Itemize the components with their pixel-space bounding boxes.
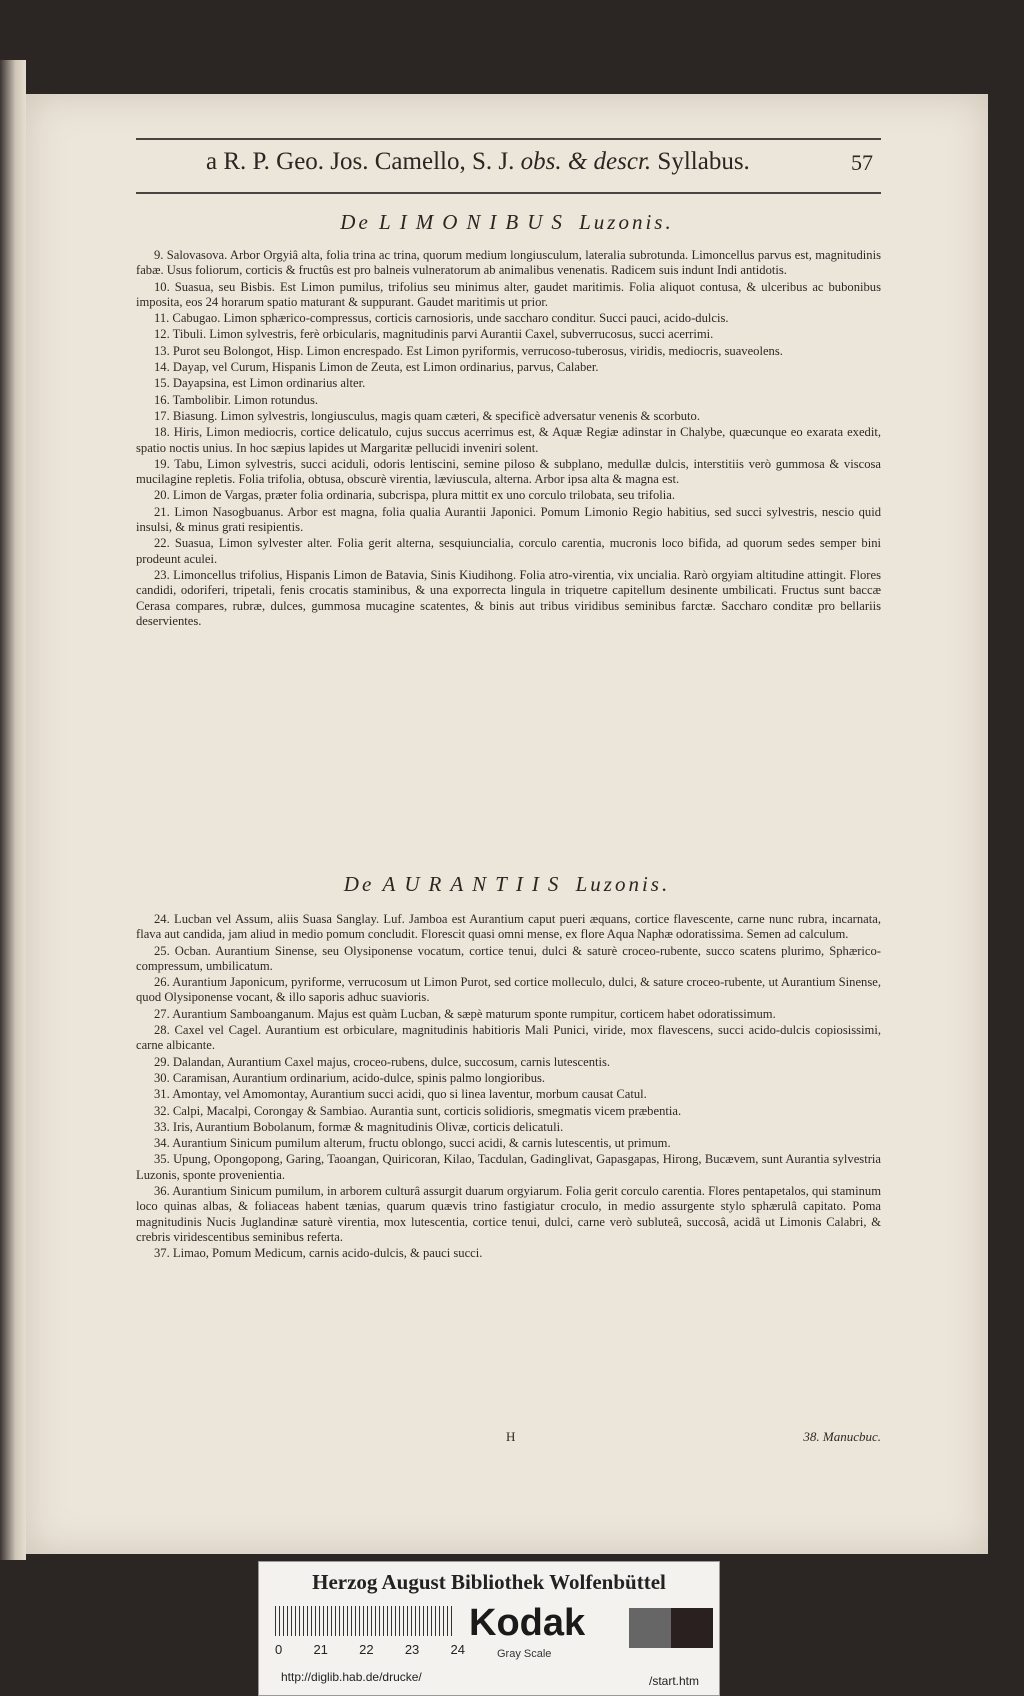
entry: 27. Aurantium Samboanganum. Majus est quàm Lucban, & sæpè maturum sponte rumpitur, corticem habet odoratissimum. (154, 1006, 776, 1021)
entry: 37. Limao, Pomum Medicum, carnis acido-dulcis, & pauci succi. (154, 1246, 483, 1261)
section-title-prefix: De (340, 210, 371, 234)
entry: 9. Salovasova. Arbor Orgyiâ alta, folia trina ac trina, quorum medium longiusculum, lateralia subrotunda. Limoncellus parvus est, magnitudinis fabæ. Usus foliorum, corticis & fructûs est pro balneis vulneratorum ab animalibus venenatis. Radicem suis indunt Indi antidotis. (136, 248, 881, 278)
entry: 15. Dayapsina, est Limon ordinarius alter. (154, 376, 366, 391)
entry: 16. Tambolibir. Limon rotundus. (154, 392, 319, 407)
entry: 24. Lucban vel Assum, aliis Suasa Sanglay. Luf. Jamboa est Aurantium caput pueri æquans, cortice flavescente, carne nunc rubra, incarnata, flava aut candida, jam aliud in medio pomum concludit. Florescit quasi omni mense, ex flore Aqua Naphæ odoratissima. Semen ad calculum. (136, 912, 881, 942)
scan-edge (0, 60, 26, 1560)
section-title-caps: LIMONIBUS (379, 210, 571, 234)
ruler-number: 24 (450, 1642, 465, 1657)
start-page-url: /start.htm (648, 1674, 699, 1688)
entry: 26. Aurantium Japonicum, pyriforme, verrucosum ut Limon Purot, sed cortice molleculo, dulci, & sature croceo-rubente, ut Aurantium Sinense, quod Olysiponense vocant, & illo saporis adhuc suavioris. (136, 975, 881, 1005)
entry: 36. Aurantium Sinicum pumilum, in arborem culturâ assurgit duarum orgyiarum. Folia gerit corculo carentia. Flores pentapetalos, qui staminum loco quinas albas, & foliaceas habent tænias, quarum quævis trino fastigiatur croculo, in medio assurgente stylo sphærulâ capitato. Poma magnitudinis Nucis Juglandinæ saturè virentia, mox lutescentia, cortice tenui, dulci, carne verò subluteâ, succosâ, acidâ ut Limonis Calabri, & crebris viridescentibus seminibus referta. (136, 1184, 881, 1244)
section-limonibus-body (136, 248, 881, 630)
entry: 35. Upung, Opongopong, Garing, Taoangan, Quiricoran, Kilao, Tacdulan, Gadinglivat, Gapasgapas, Hirong, Bucævem, sunt Aurantia sylvestria Luzonis, sponte provenientia. (136, 1152, 881, 1182)
signature-mark: H (506, 1429, 516, 1444)
entry: 23. Limoncellus trifolius, Hispanis Limon de Batavia, Sinis Kiudihong. Folia atro-virentia, vix uncialia. Rarò orgyiam altitudine attingit. Flores candidi, odoriferi, tripetali, fenis crocatis staminibus, & una exporrecta lingula in triquetre capitellum desinente umbilicati. Fructus sunt baccæ Cerasa compares, rubræ, dulces, gummosa mucagine scatentes, & binis aut tribus viridibus seminibus farctæ. Saccharo conditæ pro bellariis deservientes. (136, 567, 881, 628)
ruler-number: 0 (275, 1642, 283, 1657)
entry: 30. Caramisan, Aurantium ordinarium, acido-dulce, spinis palmo longioribus. (154, 1070, 546, 1085)
library-name: Herzog August Bibliothek Wolfenbüttel (312, 1570, 666, 1594)
entry: 11. Cabugao. Limon sphærico-compressus, corticis carnosioris, unde saccharo conditur. Succi pauci, acido-dulcis. (154, 311, 729, 326)
entry: 12. Tibuli. Limon sylvestris, ferè orbicularis, magnitudinis parvi Aurantii Caxel, subverrucosus, succi acerrimi. (154, 327, 714, 342)
entry: 28. Caxel vel Cagel. Aurantium est orbiculare, magnitudinis habitioris Mali Punici, viride, mox flavescens, succi acido-dulcis copiosissimi, carne albicante. (136, 1023, 881, 1053)
entry: 21. Limon Nasogbuanus. Arbor est magna, folia qualia Aurantii Japonici. Pomum Limonio Regio habitius, sed succi sylvestris, nescio quid insulsi, & minus grati resipientis. (136, 504, 881, 535)
section-title-suffix: Luzonis. (575, 872, 671, 896)
running-head (206, 148, 750, 176)
dark-swatch (671, 1608, 713, 1648)
gray-scale-label: Gray Scale (497, 1648, 552, 1660)
ruler-number: 22 (359, 1642, 374, 1657)
catchword: 38. Manucbuc. (803, 1429, 881, 1444)
page-number: 57 (851, 150, 873, 175)
entry: 33. Iris, Aurantium Bobolanum, formæ & magnitudinis Olivæ, corticis delicatuli. (154, 1119, 564, 1134)
entry: 19. Tabu, Limon sylvestris, succi aciduli, odoris lentiscini, semine piloso & subplano, medullæ dulcis, interstitiis verò gummosa & viscosa mucilagine repletis. Folia trifolia, obtusa, obscurè virentia, læviuscula, alterna. Arbor ipsa alta & magna est. (136, 456, 881, 487)
section-title-caps: AURANTIIS (382, 872, 568, 896)
section-title-prefix: De (343, 872, 375, 896)
entry: 31. Amontay, vel Amomontay, Aurantium succi acidi, quo si linea laventur, morbum causat Catul. (154, 1087, 647, 1102)
source-url: http://diglib.hab.de/drucke/ (281, 1670, 422, 1684)
running-head-italic: obs. & descr. (520, 148, 652, 175)
section-title-aurantiis (26, 872, 988, 897)
entry: 29. Dalandan, Aurantium Caxel majus, croceo-rubens, dulce, succosum, carnis lutescentis. (154, 1054, 611, 1069)
running-head-suffix: Syllabus. (657, 148, 750, 175)
entry: 32. Calpi, Macalpi, Corongay & Sambiao. Aurantia sunt, corticis solidioris, smegmatis vicem præbentia. (154, 1103, 682, 1118)
running-head-prefix: a R. P. Geo. Jos. Camello, S. J. (206, 148, 515, 175)
page-header (136, 138, 881, 194)
section-title-limonibus (26, 210, 988, 235)
entry: 25. Ocban. Aurantium Sinense, seu Olysiponense vocatum, cortice tenui, dulci & saturè croceo-rubente, succo scatens plurimo, Sphærico-compressum, umbilicatum. (136, 943, 881, 973)
entry: 17. Biasung. Limon sylvestris, longiusculus, magis quam cæteri, & specificè adversatur venenis & scorbuto. (154, 408, 700, 423)
ruler-number: 23 (404, 1642, 420, 1657)
entry: 14. Dayap, vel Curum, Hispanis Limon de Zeuta, est Limon ordinarius, parvus, Calaber. (154, 360, 599, 375)
kodak-logo: Kodak (469, 1602, 586, 1644)
section-title-suffix: Luzonis. (579, 210, 674, 234)
ruler-numbers (275, 1642, 465, 1657)
section-aurantiis-body (136, 912, 881, 1263)
entry: 10. Suasua, seu Bisbis. Est Limon pumilus, trifolius seu minimus alter, gaudet maritimis. Folia aliquot contusa, & ulceribus ac bubonibus imposita, eos 24 horarum spatio maturant & suppurant. Gaudet maritimis ut prior. (136, 279, 881, 309)
entry: 34. Aurantium Sinicum pumilum alterum, fructu oblongo, succi acidi, & carnis lutescentis, ut primum. (154, 1136, 671, 1151)
gray-swatch (629, 1608, 671, 1648)
entry: 13. Purot seu Bolongot, Hisp. Limon encrespado. Est Limon pyriformis, verrucoso-tuberosus, viridis, mediocris, suaveolens. (154, 343, 783, 358)
ruler (275, 1606, 455, 1636)
book-page (26, 94, 988, 1554)
entry: 18. Hiris, Limon mediocris, cortice delicatulo, cujus succus acerrimus est, & Aquæ Regiæ adinstar in Chalybe, quæcunque eo exarata exedit, spatio noctis unius. In hoc sæpius lapides ut Margaritæ pellucidi inveniri solent. (136, 425, 881, 455)
entry: 20. Limon de Vargas, præter folia ordinaria, subcrispa, plura mittit ex uno corculo trilobata, seu trifolia. (154, 488, 675, 503)
scan-color-target (258, 1561, 720, 1696)
entry: 22. Suasua, Limon sylvester alter. Folia gerit alterna, sesquiuncialia, corculo carentia, mucronis loco bifida, ad quorum sedes semper bini prodeunt aculei. (136, 536, 881, 566)
ruler-number: 21 (313, 1642, 328, 1657)
